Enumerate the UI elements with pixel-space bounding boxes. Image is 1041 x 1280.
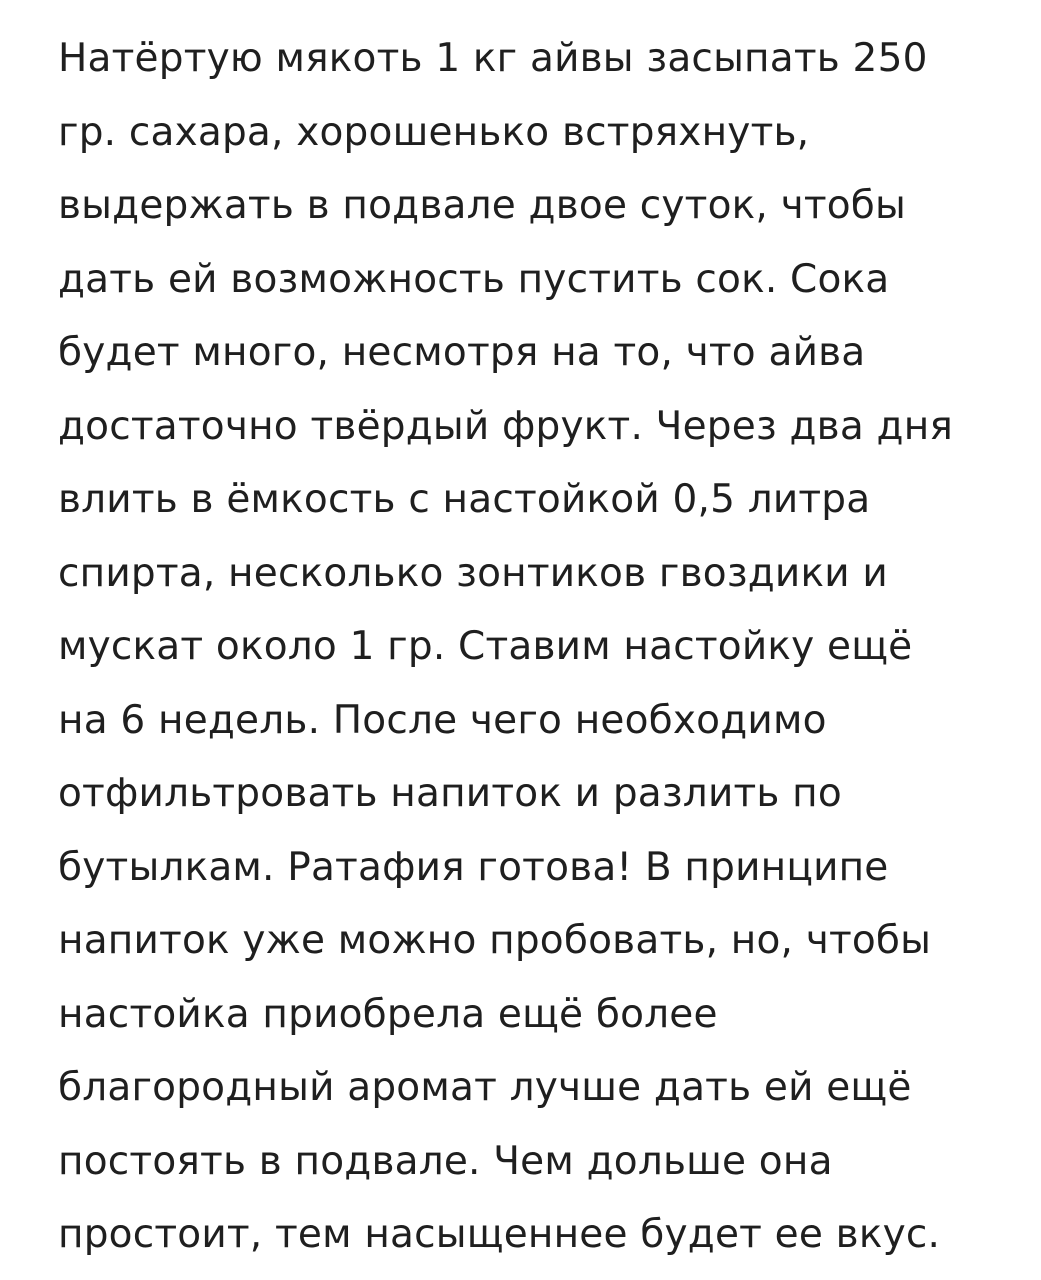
text-line: влить в ёмкость с настойкой 0,5 литра	[58, 477, 871, 522]
text-line: спирта, несколько зонтиков гвоздики и	[58, 550, 888, 596]
text-line: мускат около 1 гр. Ставим настойку ещё	[58, 624, 913, 669]
text-line: выдержать в подвале двое суток, чтобы	[58, 183, 907, 228]
text-line: дать ей возможность пустить сок. Сока	[58, 256, 890, 302]
text-line: гр. сахара, хорошенько встряхнуть,	[58, 109, 810, 155]
text-line: простоит, тем насыщеннее будет ее вкус.	[58, 1212, 941, 1257]
text-line: Натёртую мякоть 1 кг айвы засыпать 250	[58, 36, 928, 81]
text-line: на 6 недель. После чего необходимо	[58, 697, 827, 743]
text-line: достаточно твёрдый фрукт. Через два дня	[58, 403, 954, 449]
text-line: постоять в подвале. Чем дольше она	[58, 1138, 833, 1184]
text-line: напиток уже можно пробовать, но, чтобы	[58, 918, 932, 963]
text-line: бутылкам. Ратафия готова! В принципе	[58, 844, 889, 890]
recipe-text	[58, 22, 1001, 1272]
text-line: отфильтровать напиток и разлить по	[58, 771, 842, 816]
text-line: настойка приобрела ещё более	[58, 991, 718, 1037]
text-line: будет много, несмотря на то, что айва	[58, 330, 866, 375]
text-line: благородный аромат лучше дать ей ещё	[58, 1065, 912, 1110]
